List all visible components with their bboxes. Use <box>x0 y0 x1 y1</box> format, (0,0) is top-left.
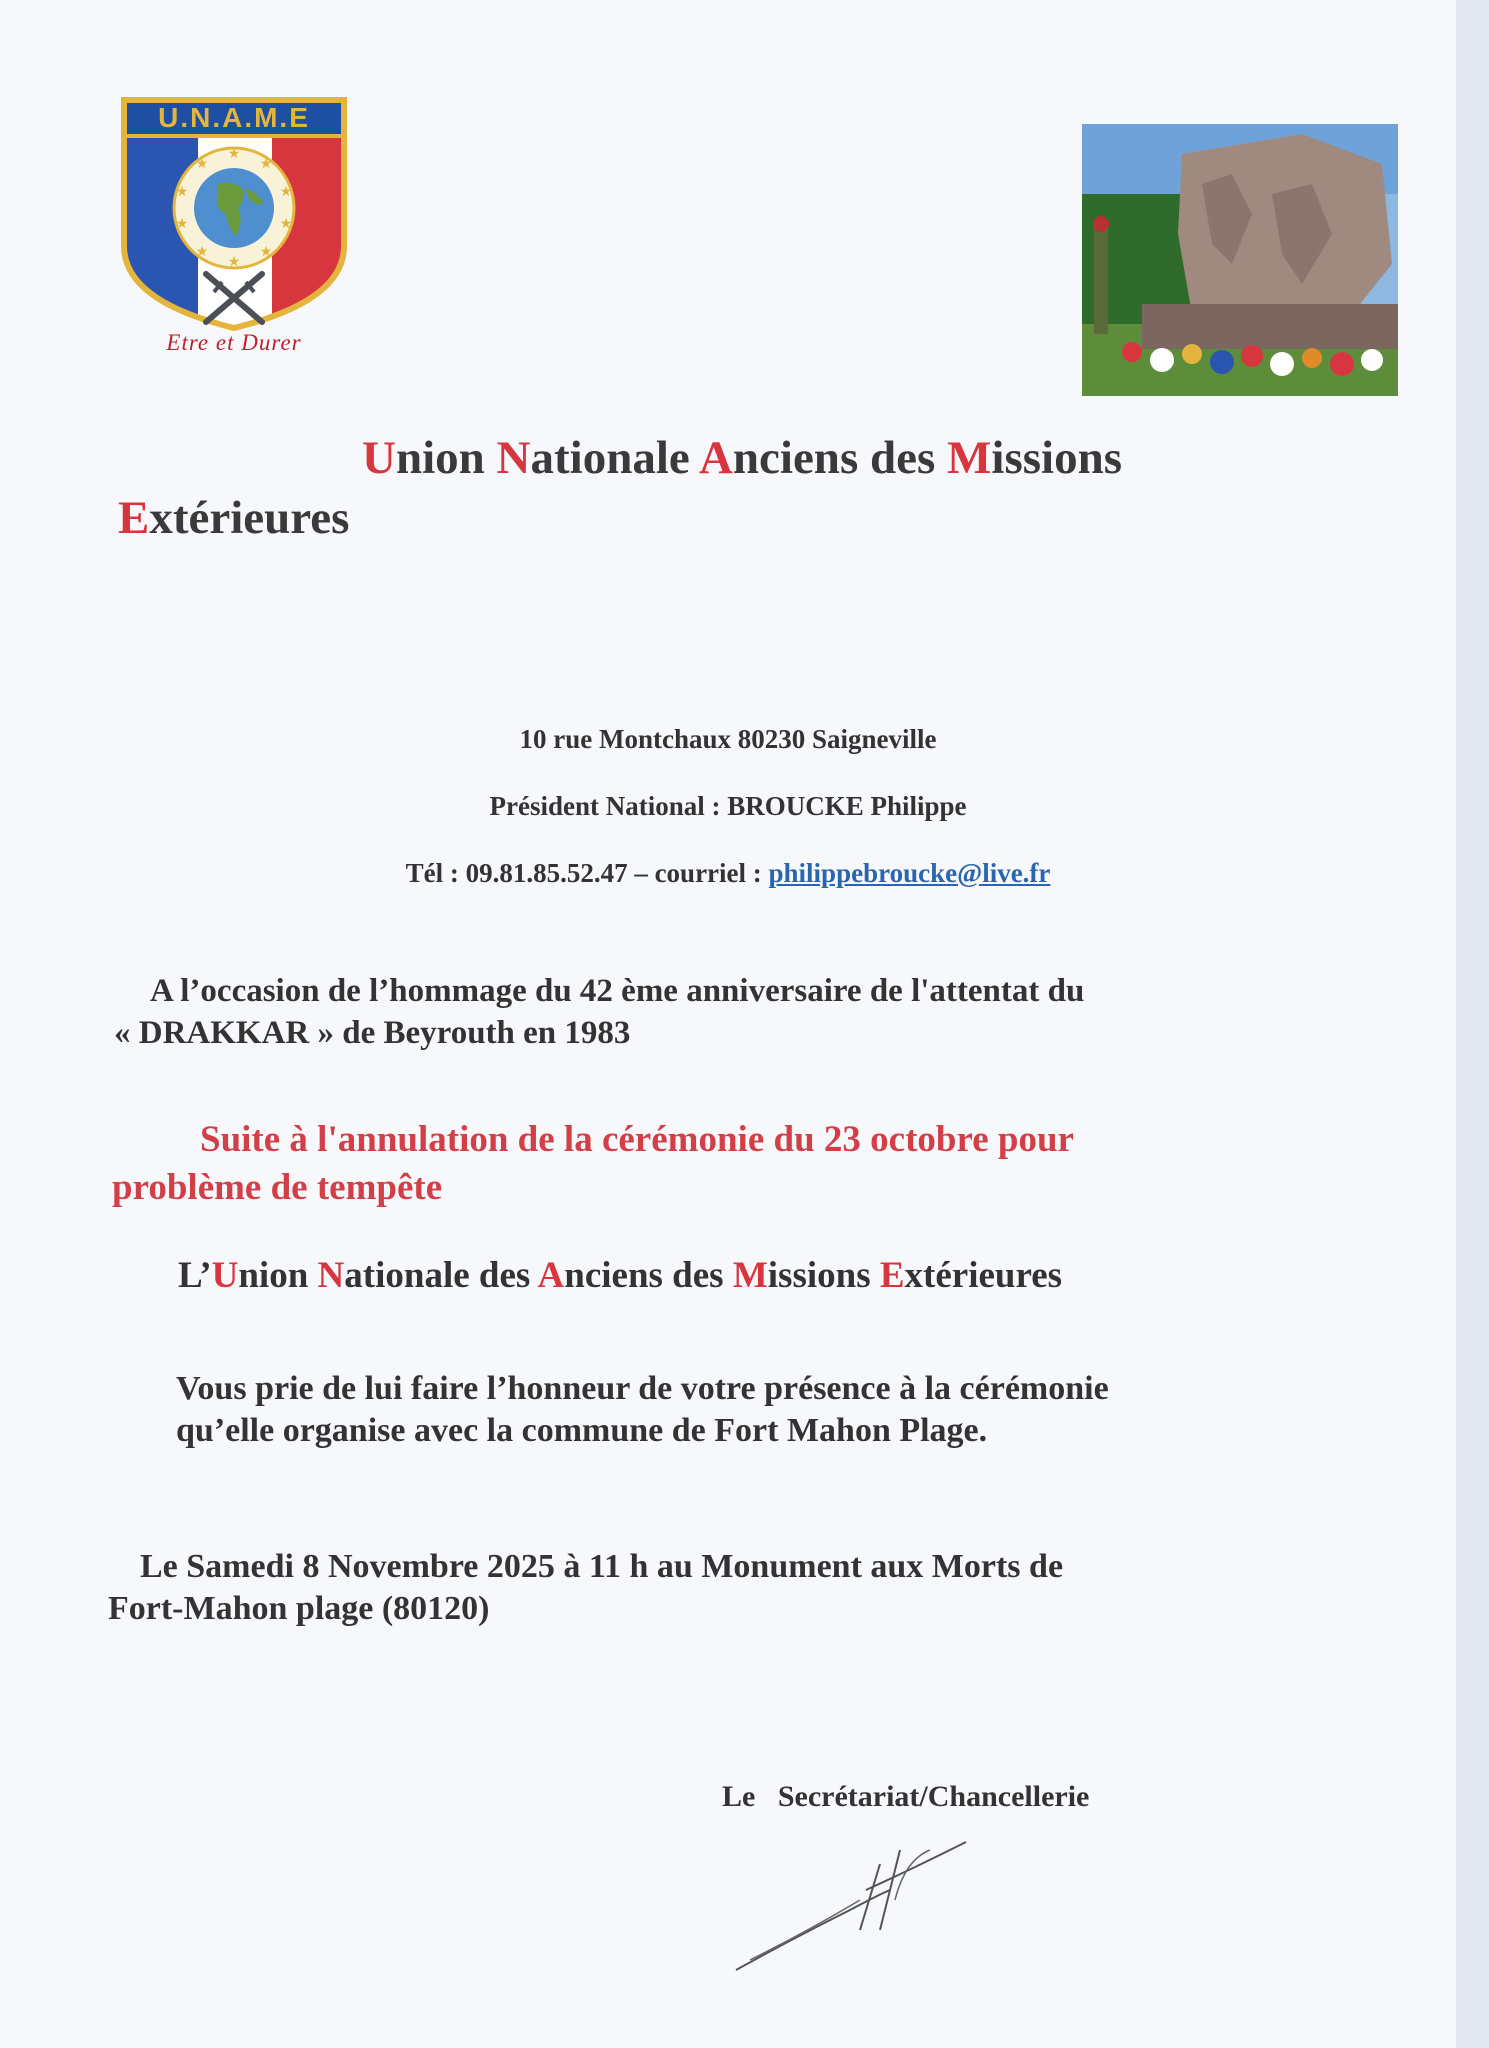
title-word: nion <box>395 432 497 484</box>
logo-banner-text: U.N.A.M.E <box>158 102 310 133</box>
svg-text:★: ★ <box>259 244 273 260</box>
union-cap-u: U <box>211 1255 239 1296</box>
logo-motto: Etre et Durer <box>166 330 302 355</box>
svg-text:★: ★ <box>175 184 189 200</box>
union-word: nion <box>238 1255 318 1296</box>
cancellation-notice-line-2: problème de tempête <box>112 1167 443 1208</box>
signature-label: Le Secrétariat/Chancellerie <box>722 1780 1090 1813</box>
union-word: ationale des <box>344 1255 538 1296</box>
handwritten-signature <box>730 1830 990 1980</box>
svg-text:★: ★ <box>279 216 293 232</box>
title-cap-u: U <box>362 432 396 484</box>
union-word: issions <box>767 1255 880 1296</box>
union-word: nciens des <box>564 1255 733 1296</box>
invitation-line-2: qu’elle organise avec la commune de Fort Mahon Plage. <box>176 1412 988 1449</box>
svg-text:★: ★ <box>279 184 293 200</box>
title-word: nciens des <box>732 432 948 484</box>
invitation-line-1: Vous prie de lui faire l’honneur de votre présence à la cérémonie <box>176 1370 1109 1407</box>
cancellation-notice-line-1: Suite à l'annulation de la cérémonie du 23 octobre pour <box>200 1119 1074 1160</box>
title-cap-n: N <box>496 432 531 484</box>
union-line <box>178 1252 1062 1300</box>
union-cap-m: M <box>732 1255 768 1296</box>
svg-text:★: ★ <box>227 254 241 270</box>
title-word: ationale <box>530 432 699 484</box>
union-cap-n: N <box>317 1255 345 1296</box>
phone-email-line <box>0 858 1456 889</box>
union-cap-e: E <box>879 1255 905 1296</box>
union-word: L’ <box>178 1255 212 1296</box>
title-line-1 <box>362 428 1122 488</box>
date-place-line-1: Le Samedi 8 Novembre 2025 à 11 h au Monument aux Morts de <box>140 1548 1064 1585</box>
title-cap-a: A <box>698 432 733 484</box>
phone-text: Tél : 09.81.85.52.47 – courriel : <box>405 858 769 888</box>
title-word: xtérieures <box>149 492 350 544</box>
date-place-line-2: Fort-Mahon plage (80120) <box>108 1590 490 1627</box>
address-line: 10 rue Montchaux 80230 Saigneville <box>519 724 937 754</box>
uname-logo <box>118 96 350 364</box>
svg-text:★: ★ <box>195 244 209 260</box>
union-cap-a: A <box>537 1255 565 1296</box>
svg-text:★: ★ <box>259 156 273 172</box>
occasion-line-1: A l’occasion de l’hommage du 42 ème anniversaire de l'attentat du <box>150 973 1085 1009</box>
email-link[interactable]: philippebroucke@live.fr <box>768 858 1051 888</box>
svg-text:★: ★ <box>175 216 189 232</box>
title-word: issions <box>991 432 1123 484</box>
scan-edge <box>1456 0 1489 2048</box>
president-line: Président National : BROUCKE Philippe <box>489 791 967 821</box>
title-line-2 <box>118 488 349 548</box>
svg-text:★: ★ <box>227 146 241 162</box>
svg-text:★: ★ <box>195 156 209 172</box>
monument-photo <box>1082 124 1398 396</box>
occasion-line-2: « DRAKKAR » de Beyrouth en 1983 <box>114 1015 631 1051</box>
title-cap-m: M <box>947 432 992 484</box>
union-word: xtérieures <box>904 1255 1063 1296</box>
title-cap-e: E <box>118 492 150 544</box>
